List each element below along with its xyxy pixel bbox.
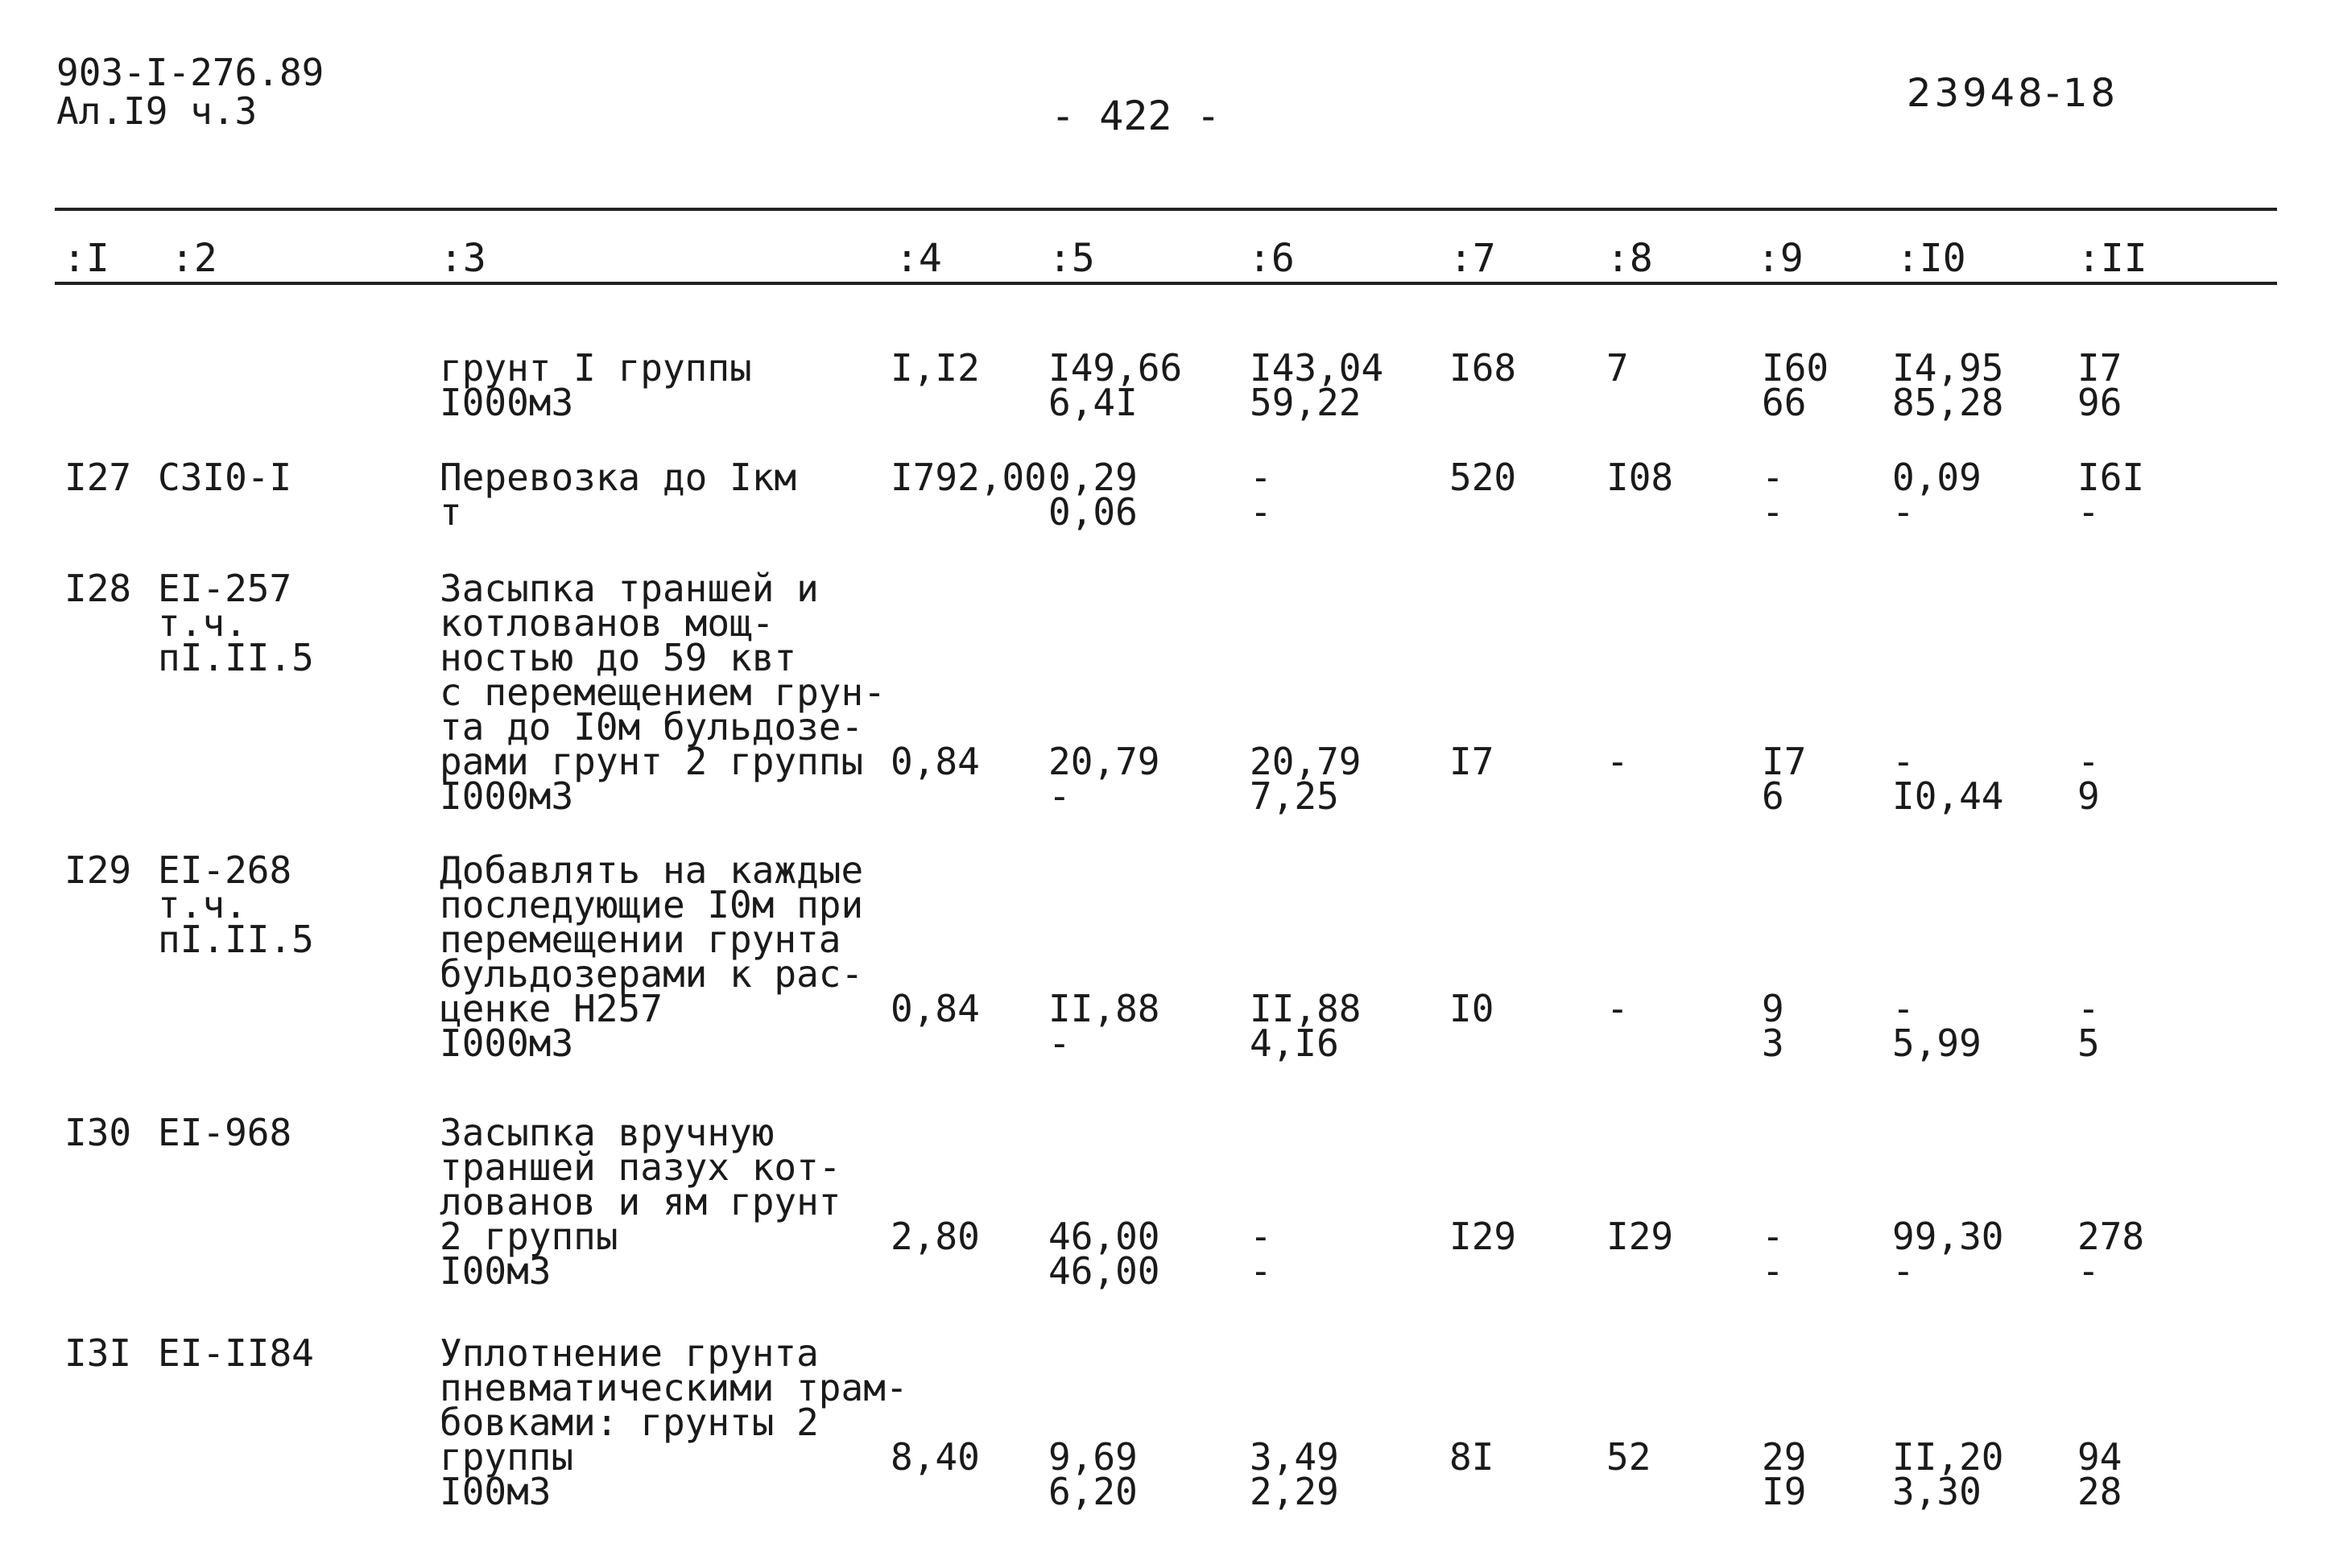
- cell-c5: 0,29 0,06: [1048, 456, 1138, 534]
- cell-code: EI-II84: [158, 1331, 314, 1375]
- column-header-1: :I: [63, 236, 110, 281]
- cell-c11: 94 28: [2077, 1435, 2122, 1513]
- cell-c8: I08: [1606, 456, 1674, 499]
- cell-c9: I7 6: [1762, 740, 1807, 818]
- document-code-line1: 903-I-276.89: [56, 51, 324, 94]
- column-header-10: :I0: [1896, 236, 1966, 281]
- cell-c11: I7 96: [2077, 346, 2122, 424]
- column-header-6: :6: [1248, 236, 1295, 281]
- cell-c8: 7: [1606, 346, 1629, 390]
- cell-code: CЗI0-I: [158, 456, 292, 499]
- cell-c6: II,88 4,I6: [1250, 987, 1362, 1065]
- cell-c6: 20,79 7,25: [1250, 740, 1362, 818]
- cell-code: EI-257 т.ч. пI.II.5: [158, 567, 314, 679]
- cell-desc: Засыпка вручную траншей пазух кот- лованов и ям грунт 2 группы I00м3: [440, 1111, 841, 1293]
- column-header-9: :9: [1757, 236, 1804, 281]
- cell-num: I29: [64, 848, 132, 892]
- cell-c6: - -: [1250, 456, 1272, 534]
- cell-c5: 46,00 46,00: [1048, 1215, 1160, 1293]
- cell-c11: - 5: [2077, 987, 2100, 1065]
- cell-c10: II,20 3,30: [1892, 1435, 2004, 1513]
- cell-c5: II,88 -: [1048, 987, 1160, 1065]
- table-top-rule: [55, 208, 2277, 211]
- cell-num: I3I: [64, 1331, 132, 1375]
- cell-desc: Добавлять на каждые последующие I0м при перемещении грунта бульдозерами к рас- ценке Н257 I000м3: [440, 848, 864, 1065]
- cell-c9: - -: [1762, 1215, 1784, 1293]
- cell-c4: 8,40: [891, 1435, 980, 1479]
- cell-c10: I4,95 85,28: [1892, 346, 2004, 424]
- cell-c8: I29: [1606, 1215, 1674, 1258]
- column-header-7: :7: [1449, 236, 1496, 281]
- cell-c11: I6I -: [2077, 456, 2145, 534]
- cell-c6: - -: [1250, 1215, 1272, 1293]
- cell-c9: - -: [1762, 456, 1784, 534]
- cell-c4: 2,80: [891, 1215, 980, 1258]
- cell-c10: 0,09 -: [1892, 456, 1982, 534]
- cell-c8: -: [1606, 987, 1629, 1030]
- cell-c7: 520: [1449, 456, 1517, 499]
- cell-num: I30: [64, 1111, 132, 1154]
- cell-c6: 3,49 2,29: [1250, 1435, 1339, 1513]
- cell-c9: 9 3: [1762, 987, 1784, 1065]
- cell-c11: - 9: [2077, 740, 2100, 818]
- cell-desc: Уплотнение грунта пневматическими трам- бовками: грунты 2 группы I00м3: [440, 1331, 908, 1513]
- cell-desc: грунт I группы I000м3: [440, 346, 752, 424]
- table-header-rule: [55, 282, 2277, 285]
- page-number: - 422 -: [1051, 93, 1221, 139]
- cell-c7: 8I: [1449, 1435, 1494, 1479]
- document-code: [56, 51, 324, 133]
- cell-c4: 0,84: [891, 987, 980, 1030]
- cell-c5: I49,66 6,4I: [1048, 346, 1183, 424]
- cell-num: I27: [64, 456, 132, 499]
- cell-c5: 20,79 -: [1048, 740, 1160, 818]
- cell-c8: 52: [1606, 1435, 1651, 1479]
- cell-c6: I43,04 59,22: [1250, 346, 1384, 424]
- cell-code: EI-268 т.ч. пI.II.5: [158, 848, 314, 961]
- cell-c9: I60 66: [1762, 346, 1829, 424]
- cell-code: EI-968: [158, 1111, 292, 1154]
- cell-c11: 278 -: [2077, 1215, 2145, 1293]
- cell-c7: I29: [1449, 1215, 1517, 1258]
- cell-c4: I792,00: [891, 456, 1047, 499]
- cell-c8: -: [1606, 740, 1629, 783]
- cell-c7: I0: [1449, 987, 1494, 1030]
- cell-c7: I68: [1449, 346, 1517, 390]
- column-header-8: :8: [1606, 236, 1653, 281]
- document-code-line2: Ал.I9 ч.3: [56, 89, 258, 133]
- cell-c7: I7: [1449, 740, 1494, 783]
- column-header-2: :2: [171, 236, 217, 281]
- column-header-11: :II: [2077, 236, 2147, 281]
- cell-desc: Засыпка траншей и котлованов мощ- ностью до 59 квт с перемещением грун- та до I0м бульдозе- рами грунт 2 группы I000м3: [440, 567, 886, 818]
- cell-desc: Перевозка до Iкм т: [440, 456, 797, 534]
- cell-c4: I,I2: [891, 346, 980, 390]
- document-number: 23948-18: [1907, 71, 2119, 116]
- cell-c9: 29 I9: [1762, 1435, 1807, 1513]
- column-header-3: :3: [440, 236, 486, 281]
- cell-c10: - I0,44: [1892, 740, 2004, 818]
- cell-c4: 0,84: [891, 740, 980, 783]
- cell-c5: 9,69 6,20: [1048, 1435, 1138, 1513]
- column-header-4: :4: [895, 236, 942, 281]
- cell-c10: - 5,99: [1892, 987, 1982, 1065]
- column-header-5: :5: [1048, 236, 1095, 281]
- cell-c10: 99,30 -: [1892, 1215, 2004, 1293]
- cell-num: I28: [64, 567, 132, 610]
